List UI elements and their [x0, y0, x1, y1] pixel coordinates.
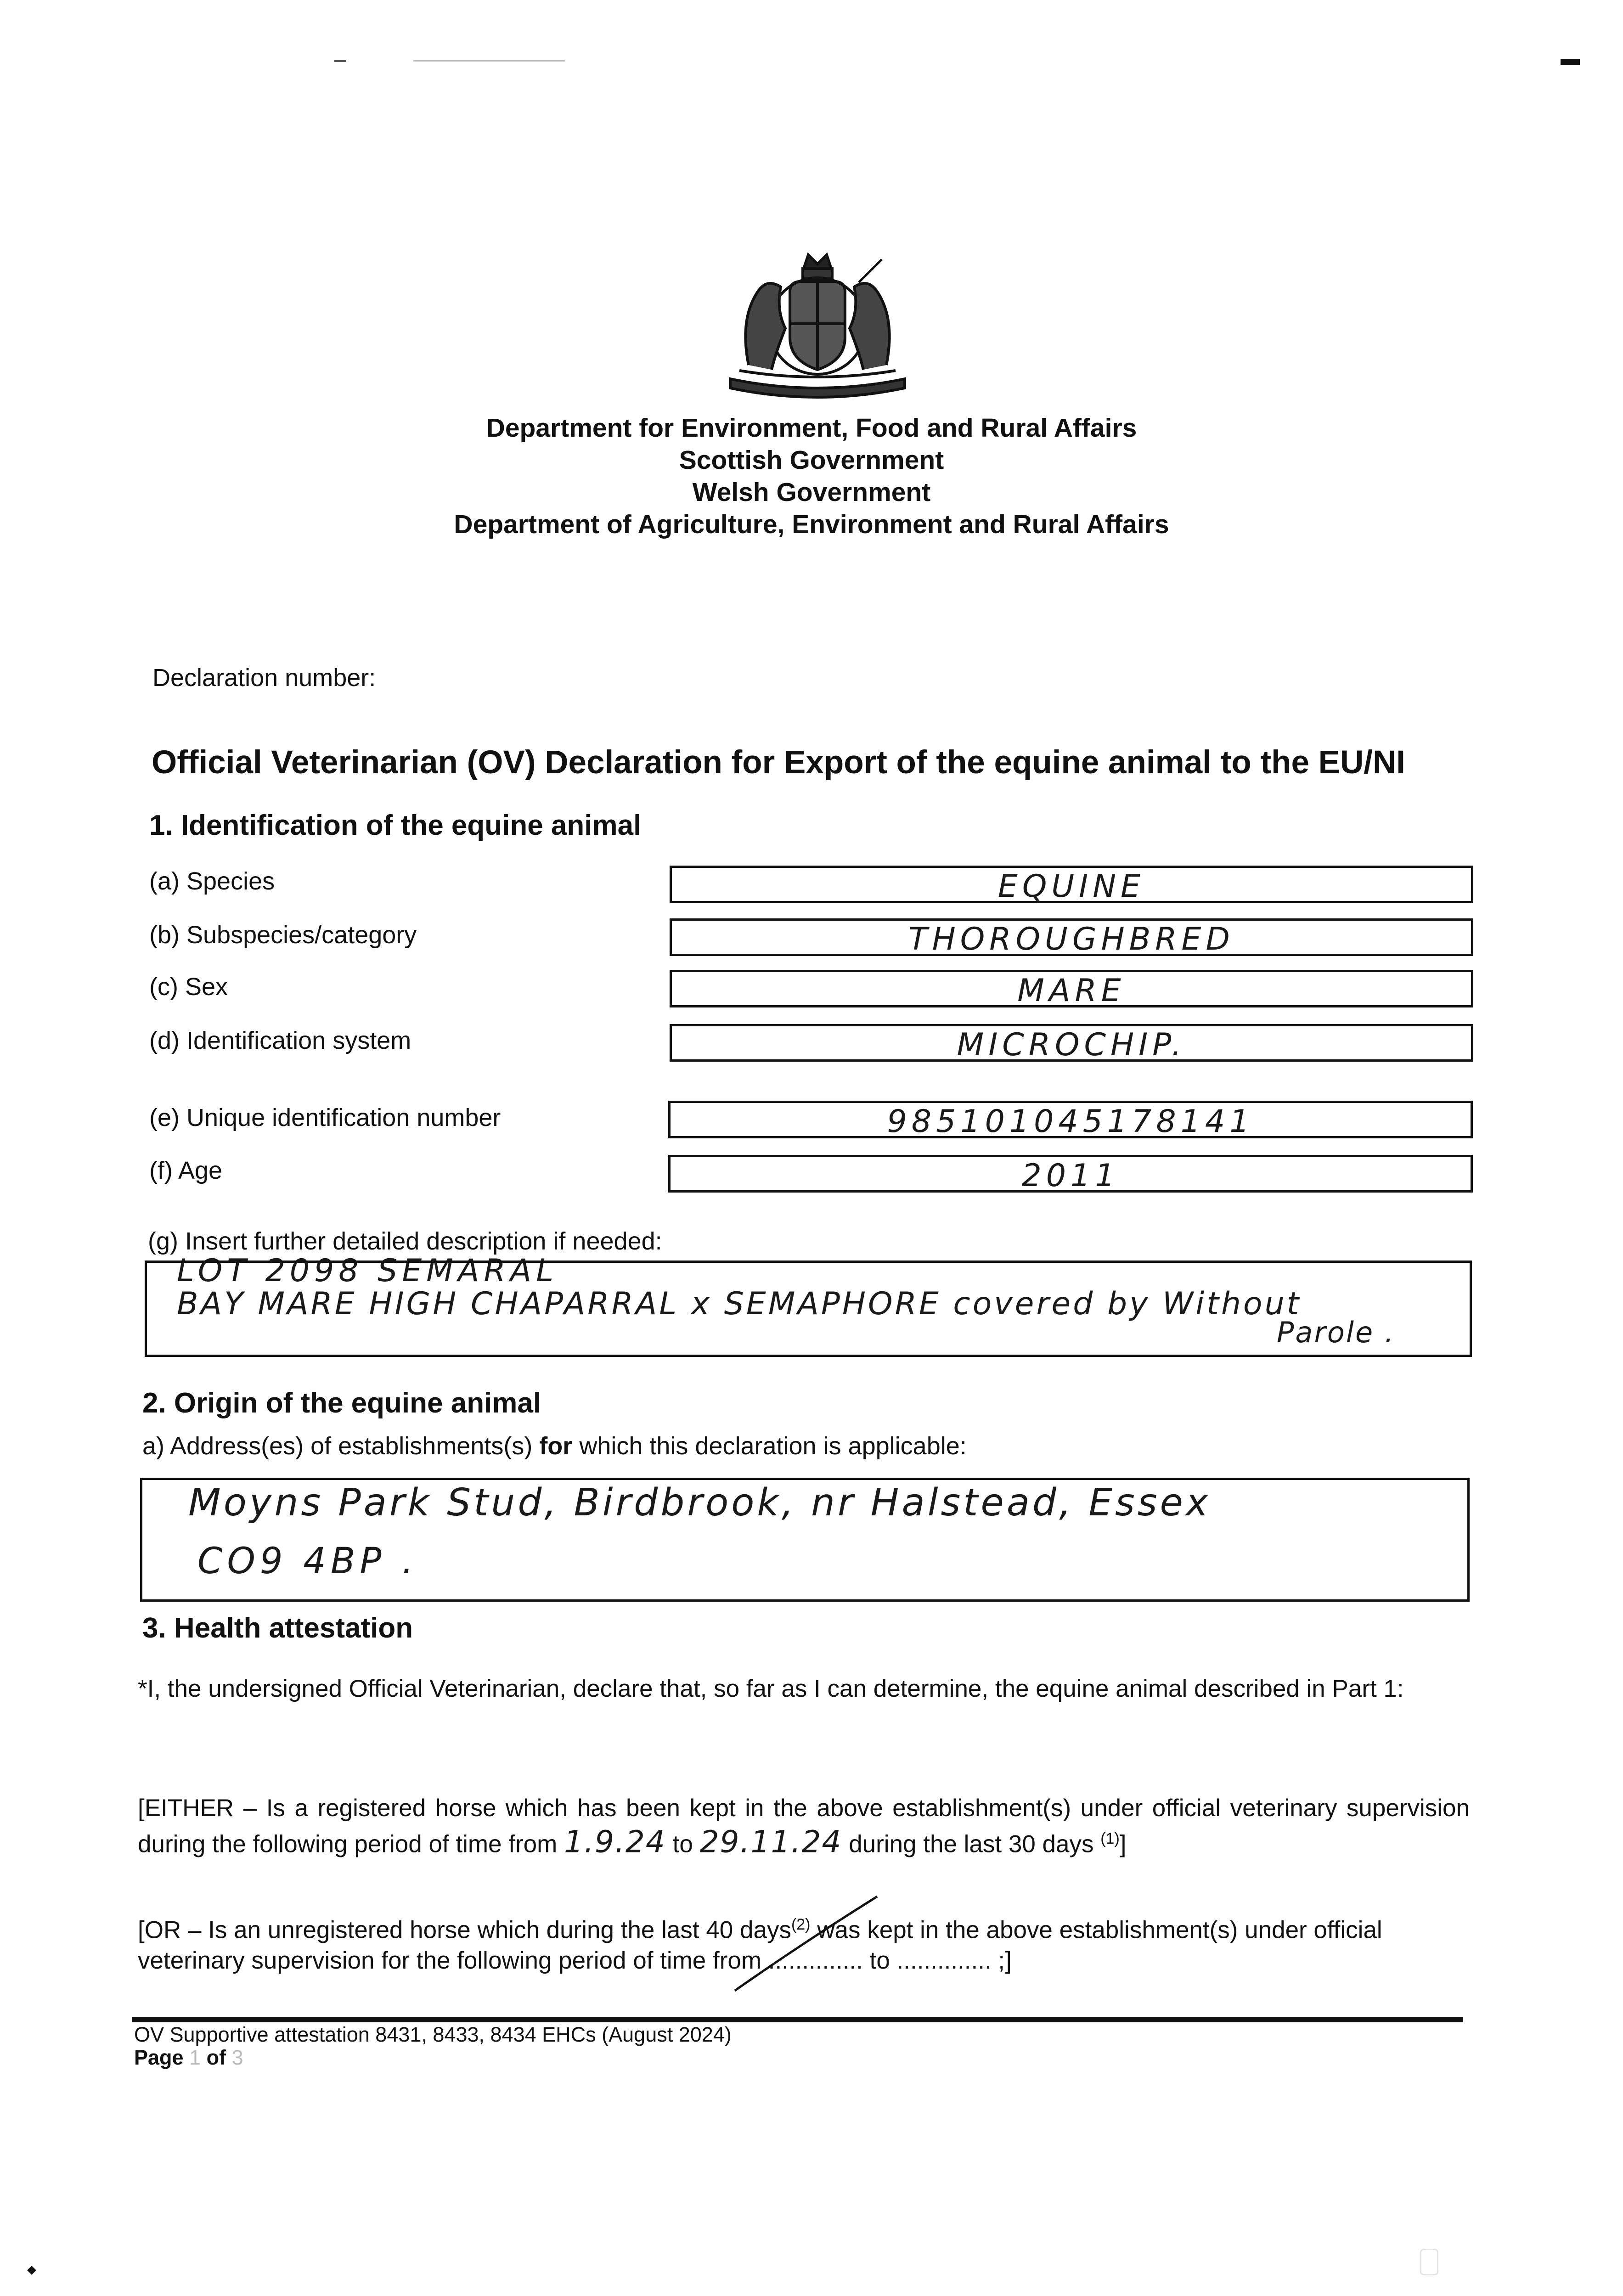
- sex-field[interactable]: [670, 970, 1473, 1007]
- footer-rule: [132, 2017, 1463, 2022]
- footer-page-prefix: Page: [134, 2046, 190, 2069]
- subspecies-value: THOROUGHBRED: [908, 921, 1234, 957]
- footer-page-total: 3: [231, 2046, 243, 2069]
- section-3-heading: 3. Health attestation: [142, 1612, 413, 1644]
- health-intro: *I, the undersigned Official Veterinarian, declare that, so far as I can determine, the equine animal described in Part 1:: [138, 1675, 1404, 1702]
- header-line-scottish-government: Scottish Government: [679, 445, 944, 475]
- either-from-date: 1.9.24: [564, 1824, 666, 1860]
- unique-id-label: (e) Unique identification number: [149, 1104, 501, 1131]
- scan-mark: [1420, 2249, 1438, 2275]
- further-description-line3: Parole .: [1277, 1316, 1395, 1349]
- either-to-date: 29.11.24: [699, 1824, 842, 1860]
- identification-system-label: (d) Identification system: [149, 1027, 411, 1054]
- species-label: (a) Species: [149, 867, 275, 895]
- identification-system-field[interactable]: [670, 1024, 1473, 1062]
- further-description-label: (g) Insert further detailed description if needed:: [148, 1227, 662, 1255]
- address-label-start: a) Address(es) of establishments(s): [142, 1432, 540, 1460]
- header-line-defra: Department for Environment, Food and Rural Affairs: [486, 413, 1137, 443]
- either-footnote-ref: (1): [1100, 1830, 1120, 1847]
- identification-system-value: MICROCHIP.: [957, 1027, 1186, 1063]
- sex-label: (c) Sex: [149, 973, 228, 1001]
- age-value: 2011: [1021, 1158, 1120, 1194]
- address-label-for: for: [539, 1432, 573, 1460]
- or-text-end: was kept in the above establishment(s) under official veterinary supervision for the following period of time from .............. to .............. ;]: [138, 1916, 1382, 1974]
- section-1-heading: 1. Identification of the equine animal: [149, 810, 642, 841]
- unique-id-field[interactable]: [668, 1101, 1473, 1138]
- further-description-line1: LOT 2098 SEMARAL: [177, 1253, 558, 1289]
- scan-mark: [1561, 59, 1580, 65]
- page-title: Official Veterinarian (OV) Declaration for Export of the equine animal to the EU/NI: [152, 744, 1406, 781]
- scan-mark: [27, 2266, 36, 2275]
- or-text-start: [OR – Is an unregistered horse which during the last 40 days: [138, 1916, 791, 1944]
- age-field[interactable]: [668, 1155, 1473, 1193]
- either-text-mid: to: [665, 1830, 700, 1858]
- declaration-number-label: Declaration number:: [152, 664, 376, 692]
- footer-page-number: 1: [189, 2046, 201, 2069]
- scan-mark: [413, 60, 565, 62]
- sex-value: MARE: [1017, 973, 1126, 1009]
- address-line2: CO9 4BP .: [197, 1541, 418, 1582]
- either-close-bracket: ]: [1119, 1830, 1127, 1858]
- footer-page-of: of: [201, 2046, 232, 2069]
- subspecies-field[interactable]: [670, 918, 1473, 956]
- address-label: [142, 1432, 967, 1460]
- address-label-end: which this declaration is applicable:: [572, 1432, 967, 1460]
- either-text-end: during the last 30 days: [842, 1830, 1101, 1858]
- footer-attestation: OV Supportive attestation 8431, 8433, 8434 EHCs (August 2024): [134, 2023, 732, 2046]
- unique-id-value: 985101045178141: [887, 1103, 1254, 1140]
- header-line-daera: Department of Agriculture, Environment and Rural Affairs: [454, 510, 1169, 539]
- species-value: EQUINE: [997, 868, 1145, 905]
- further-description-line2: BAY MARE HIGH CHAPARRAL x SEMAPHORE covered by Without: [177, 1286, 1302, 1322]
- section-2-heading: 2. Origin of the equine animal: [142, 1387, 541, 1419]
- strike-through-mark: [730, 1892, 882, 1993]
- or-footnote-ref: (2): [791, 1916, 811, 1933]
- coat-of-arms-icon: [721, 250, 914, 402]
- either-clause: [138, 1793, 1470, 1860]
- address-line1: Moyns Park Stud, Birdbrook, nr Halstead, Essex: [188, 1481, 1211, 1525]
- either-text-start: [EITHER – Is a registered horse which has been kept in the above establishment(s) under official veterinary supervision during the following period of time from: [138, 1795, 1470, 1858]
- scan-mark: [334, 60, 346, 62]
- age-label: (f) Age: [149, 1157, 223, 1184]
- header-line-welsh-government: Welsh Government: [692, 478, 931, 507]
- footer-page: [134, 2046, 243, 2070]
- subspecies-label: (b) Subspecies/category: [149, 921, 417, 949]
- species-field[interactable]: [670, 866, 1473, 903]
